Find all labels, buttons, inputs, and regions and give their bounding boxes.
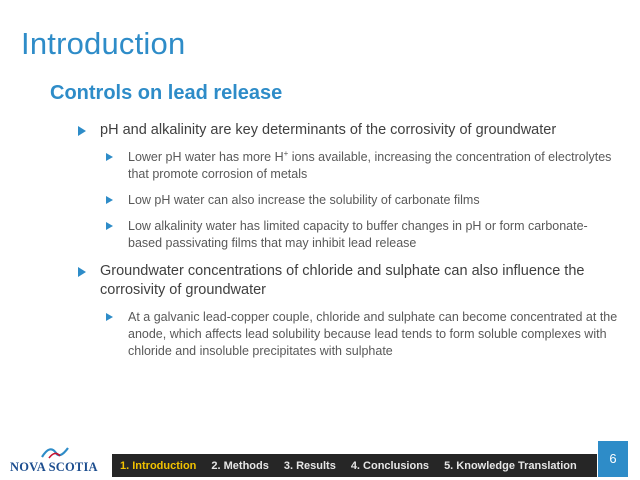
bullet-text: Groundwater concentrations of chloride and sulphate can also influence the corrosivity of groundwater [100,263,585,298]
sub-bullet-text: Low alkalinity water has limited capacity to buffer changes in pH or form carbonate-based passivating films that may inhibit lead release [128,219,588,250]
sub-bullet-lower-ph [106,149,618,183]
page-number: 6 [598,441,628,477]
nova-scotia-logo [10,448,100,476]
sub-bullet-text: Low pH water can also increase the solubility of carbonate films [128,193,480,207]
bullet-ph-alkalinity [78,121,618,140]
section-nav-bar [112,454,597,477]
slide-subtitle: Controls on lead release [50,82,283,104]
nav-methods[interactable]: 2. Methods [211,459,269,472]
bullet-text: pH and alkalinity are key determinants of the corrosivity of groundwater [100,122,557,138]
nav-results[interactable]: 3. Results [283,459,336,472]
sub-bullet-text-start: Lower pH water has more H [128,150,284,164]
sub-bullet-text: At a galvanic lead-copper couple, chloride and sulphate can become concentrated at the anode, which affects lead solubility because lead tends to form soluble complexes with chloride and insoluble precipitates with sulphate [128,310,618,358]
nav-introduction[interactable]: 1. Introduction [120,459,197,472]
bullet-triangle-icon [106,313,113,321]
bullet-triangle-icon [78,126,86,136]
logo-text: NOVA SCOTIA [10,460,98,474]
slide-content [78,121,618,360]
sub-bullet-carbonate-solubility [106,192,618,209]
nav-conclusions[interactable]: 4. Conclusions [350,459,430,472]
bullet-triangle-icon [106,222,113,230]
sub-bullet-text-end: ions available, increasing the concentration of electrolytes that promote corrosion of metals [128,150,612,181]
slide-title: Introduction [21,26,186,61]
nav-knowledge-translation[interactable]: 5. Knowledge Translation [444,459,577,472]
superscript-plus: + [283,148,289,158]
bullet-triangle-icon [106,196,113,204]
logo-swoosh-icon [40,446,70,460]
sub-bullet-low-alkalinity [106,218,618,252]
sub-bullet-galvanic-couple [106,309,618,360]
bullet-triangle-icon [78,267,86,277]
bullet-chloride-sulphate [78,262,618,300]
bullet-triangle-icon [106,153,113,161]
